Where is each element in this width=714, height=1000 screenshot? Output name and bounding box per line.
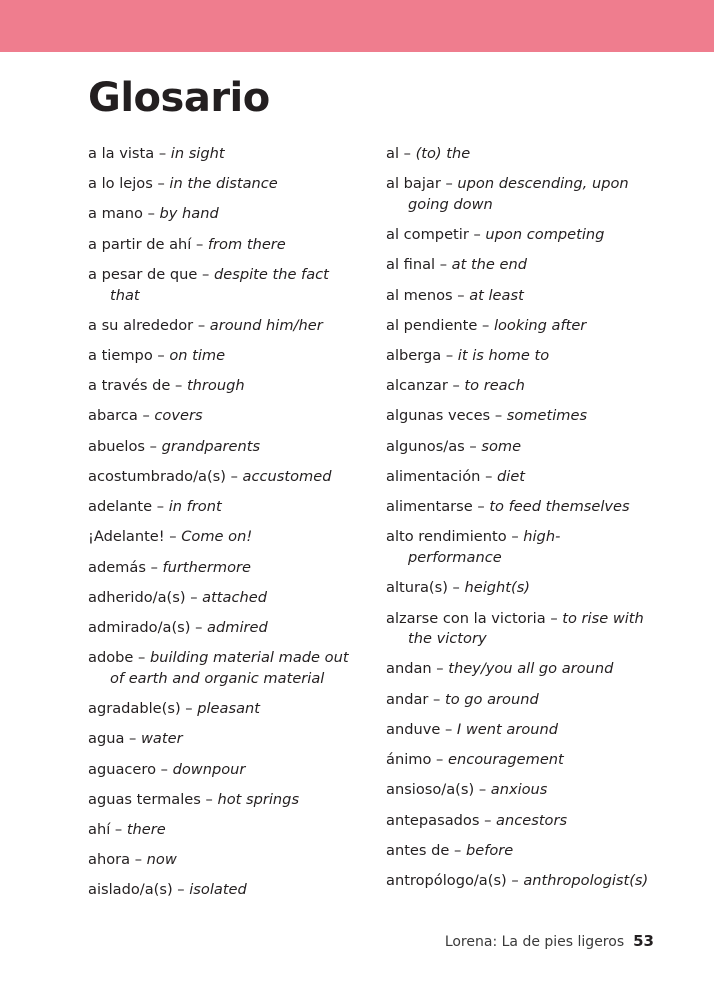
glossary-definition: on time [169, 347, 226, 365]
glossary-term: a lo lejos [88, 175, 153, 193]
glossary-entry [88, 880, 356, 901]
glossary-entry [386, 174, 654, 215]
glossary-term: alto rendimiento [386, 528, 507, 546]
glossary-entry [386, 255, 654, 276]
glossary-definition: in sight [170, 145, 225, 162]
glossary-entry [386, 467, 654, 488]
glossary-separator: – [494, 407, 503, 425]
glossary-term: a su alrededor [88, 316, 194, 334]
glossary-term: ahora [88, 851, 131, 869]
glossary-definition: upon descending, upon going down [408, 175, 629, 213]
glossary-definition: from there [207, 235, 286, 253]
glossary-term: alzarse con la victoria [386, 609, 546, 627]
glossary-definition: anxious [490, 781, 548, 799]
glossary-term: alimentación [386, 467, 481, 485]
glossary-term: además [88, 558, 146, 576]
glossary-term: adobe [88, 649, 134, 667]
glossary-separator: – [457, 286, 465, 304]
glossary-definition: at the end [451, 256, 528, 274]
glossary-term: acostumbrado/a(s) [88, 467, 226, 485]
glossary-term: abarca [88, 407, 138, 425]
glossary-definition: attached [202, 588, 267, 606]
glossary-separator: – [156, 498, 165, 516]
glossary-entry [386, 871, 654, 892]
glossary-entry [88, 850, 356, 871]
glossary-separator: – [469, 437, 477, 455]
glossary-definition: diet [497, 467, 526, 485]
glossary-entry [386, 144, 654, 165]
glossary-definition: covers [154, 407, 203, 425]
glossary-definition: Come on! [181, 528, 253, 546]
glossary-separator: – [150, 558, 158, 576]
glossary-separator: – [190, 588, 198, 606]
glossary-definition: downpour [172, 760, 246, 778]
glossary-separator: – [550, 609, 558, 627]
glossary-separator: – [445, 347, 454, 365]
glossary-term: a mano [88, 205, 143, 223]
glossary-separator: – [433, 690, 441, 708]
glossary-entry [88, 497, 356, 518]
glossary-separator: – [439, 256, 448, 274]
glossary-definition: sometimes [506, 407, 588, 425]
glossary-term: adherido/a(s) [88, 588, 186, 606]
glossary-separator: – [158, 145, 167, 162]
glossary-separator: – [134, 851, 143, 869]
glossary-separator: – [177, 881, 185, 899]
glossary-separator: – [511, 528, 519, 546]
glossary-entry [386, 578, 654, 599]
glossary-term: algunos/as [386, 437, 465, 455]
glossary-definition: now [146, 851, 177, 869]
glossary-definition: high-performance [408, 528, 561, 567]
glossary-separator: – [445, 175, 453, 193]
glossary-definition: despite the fact that [110, 265, 329, 304]
glossary-term: agradable(s) [88, 700, 181, 718]
glossary-term: alcanzar [386, 377, 448, 395]
glossary-column-left [88, 144, 356, 911]
glossary-term: a tiempo [88, 347, 153, 365]
glossary-definition: it is home to [457, 347, 550, 365]
glossary-entry [88, 406, 356, 427]
glossary-entry [88, 437, 356, 458]
glossary-entry [88, 618, 356, 639]
glossary-definition: admired [207, 619, 268, 636]
glossary-definition: by hand [159, 205, 219, 223]
glossary-entry [386, 841, 654, 862]
glossary-separator: – [511, 871, 519, 889]
glossary-entry [386, 780, 654, 801]
glossary-definition: building material made out of earth and organic material [110, 649, 349, 687]
glossary-definition: encouragement [447, 751, 564, 769]
glossary-entry [88, 376, 356, 397]
glossary-term: a través de [88, 377, 171, 395]
glossary-separator: – [454, 841, 462, 859]
glossary-separator: – [142, 407, 150, 425]
glossary-entry [386, 811, 654, 832]
glossary-separator: – [195, 619, 203, 636]
footer-book-title: Lorena: La de pies ligeros [444, 934, 625, 950]
glossary-entry [88, 174, 356, 195]
glossary-separator: – [169, 528, 177, 546]
glossary-definition: accustomed [242, 467, 332, 485]
glossary-separator: – [195, 235, 204, 253]
glossary-definition: to go around [444, 690, 539, 708]
glossary-entry [88, 648, 356, 689]
glossary-separator: – [485, 467, 493, 485]
glossary-term: agua [88, 730, 125, 748]
glossary-definition: they/you all go around [448, 660, 614, 678]
glossary-definition: to feed themselves [489, 498, 630, 516]
glossary-separator: – [175, 377, 183, 395]
glossary-entry [88, 265, 356, 306]
glossary-term: al menos [386, 286, 453, 304]
glossary-entry [88, 316, 356, 337]
glossary-term: altura(s) [386, 579, 448, 597]
glossary-term: ahí [88, 821, 111, 839]
glossary-separator: – [138, 649, 146, 667]
glossary-entry [386, 225, 654, 246]
glossary-term: alberga [386, 347, 442, 365]
glossary-term: admirado/a(s) [88, 619, 191, 636]
glossary-separator: – [230, 467, 238, 485]
glossary-term: a pesar de que [88, 265, 198, 283]
glossary-definition: anthropologist(s) [523, 871, 649, 889]
glossary-definition: I went around [456, 720, 559, 738]
glossary-entry [88, 235, 356, 256]
glossary-definition: furthermore [162, 558, 251, 576]
glossary-entry [88, 729, 356, 750]
page-title: Glosario [88, 75, 270, 121]
glossary-entry [386, 659, 654, 680]
glossary-definition: to reach [464, 377, 525, 395]
glossary-definition: water [140, 730, 183, 748]
page-footer [445, 932, 654, 950]
glossary-definition: grandparents [161, 437, 261, 455]
glossary-entry [88, 144, 356, 165]
glossary-definition: hot springs [217, 790, 300, 808]
glossary-definition: in the distance [169, 175, 278, 193]
glossary-definition: some [481, 437, 522, 455]
glossary-entry [88, 346, 356, 367]
glossary-entry [88, 204, 356, 225]
glossary-definition: height(s) [464, 579, 530, 597]
glossary-separator: – [403, 145, 411, 162]
glossary-term: anduve [386, 720, 441, 738]
glossary-entry [386, 316, 654, 337]
glossary-separator: – [147, 205, 155, 223]
glossary-definition: isolated [189, 881, 247, 899]
glossary-definition: through [186, 377, 245, 395]
glossary-term: aguas termales [88, 790, 201, 808]
glossary-term: a la vista [88, 145, 155, 162]
page-content [0, 52, 714, 1000]
glossary-term: al pendiente [386, 316, 478, 334]
glossary-separator: – [129, 730, 137, 748]
glossary-entry [386, 437, 654, 458]
glossary-entry [88, 760, 356, 781]
glossary-term: aislado/a(s) [88, 881, 173, 899]
glossary-term: al final [386, 256, 436, 274]
glossary-term: ánimo [386, 751, 432, 769]
glossary-term: ansioso/a(s) [386, 781, 475, 799]
glossary-column-right [386, 144, 654, 901]
glossary-definition: before [465, 841, 514, 859]
glossary-separator: – [157, 175, 165, 193]
glossary-separator: – [202, 265, 210, 283]
glossary-entry [88, 527, 356, 548]
glossary-definition: around him/her [209, 316, 323, 334]
glossary-definition: at least [469, 286, 524, 304]
glossary-term: a partir de ahí [88, 235, 192, 253]
glossary-separator: – [452, 377, 460, 395]
glossary-term: ¡Adelante! [88, 528, 165, 546]
glossary-separator: – [436, 751, 444, 769]
header-color-band [0, 0, 714, 52]
glossary-definition: upon competing [485, 226, 605, 244]
glossary-term: antes de [386, 841, 450, 859]
glossary-separator: – [149, 437, 157, 455]
glossary-definition: (to) the [415, 145, 471, 162]
glossary-entry [88, 588, 356, 609]
glossary-entry [386, 406, 654, 427]
glossary-definition: in front [168, 498, 222, 516]
glossary-entry [88, 790, 356, 811]
glossary-term: al bajar [386, 175, 441, 193]
glossary-columns [88, 144, 654, 911]
glossary-separator: – [185, 700, 193, 718]
glossary-term: andar [386, 690, 429, 708]
glossary-separator: – [478, 781, 487, 799]
glossary-term: abuelos [88, 437, 146, 455]
glossary-term: andan [386, 660, 432, 678]
glossary-separator: – [473, 226, 481, 244]
glossary-separator: – [482, 316, 490, 334]
glossary-definition: ancestors [496, 811, 568, 829]
glossary-entry [386, 527, 654, 568]
glossary-separator: – [205, 790, 213, 808]
glossary-entry [88, 699, 356, 720]
glossary-term: aguacero [88, 760, 157, 778]
glossary-definition: to rise with the victory [408, 609, 644, 648]
glossary-term: antropólogo/a(s) [386, 871, 507, 889]
glossary-entry [386, 376, 654, 397]
glossary-entry [386, 286, 654, 307]
glossary-separator: – [452, 579, 460, 597]
glossary-definition: pleasant [197, 700, 260, 718]
glossary-term: algunas veces [386, 407, 491, 425]
glossary-separator: – [436, 660, 444, 678]
glossary-separator: – [157, 347, 165, 365]
glossary-term: adelante [88, 498, 153, 516]
glossary-separator: – [197, 316, 206, 334]
glossary-entry [386, 720, 654, 741]
glossary-separator: – [444, 720, 453, 738]
glossary-term: al [386, 145, 399, 162]
glossary-entry [386, 750, 654, 771]
glossary-separator: – [160, 760, 168, 778]
footer-page-number: 53 [633, 932, 654, 950]
glossary-term: antepasados [386, 811, 480, 829]
glossary-entry [88, 467, 356, 488]
glossary-entry [386, 609, 654, 650]
glossary-term: alimentarse [386, 498, 473, 516]
glossary-separator: – [114, 821, 123, 839]
glossary-term: al competir [386, 226, 469, 244]
glossary-definition: looking after [493, 316, 587, 334]
glossary-entry [88, 820, 356, 841]
glossary-entry [88, 558, 356, 579]
glossary-entry [386, 497, 654, 518]
glossary-entry [386, 690, 654, 711]
glossary-separator: – [477, 498, 485, 516]
glossary-definition: there [126, 821, 166, 839]
glossary-separator: – [484, 811, 492, 829]
glossary-entry [386, 346, 654, 367]
